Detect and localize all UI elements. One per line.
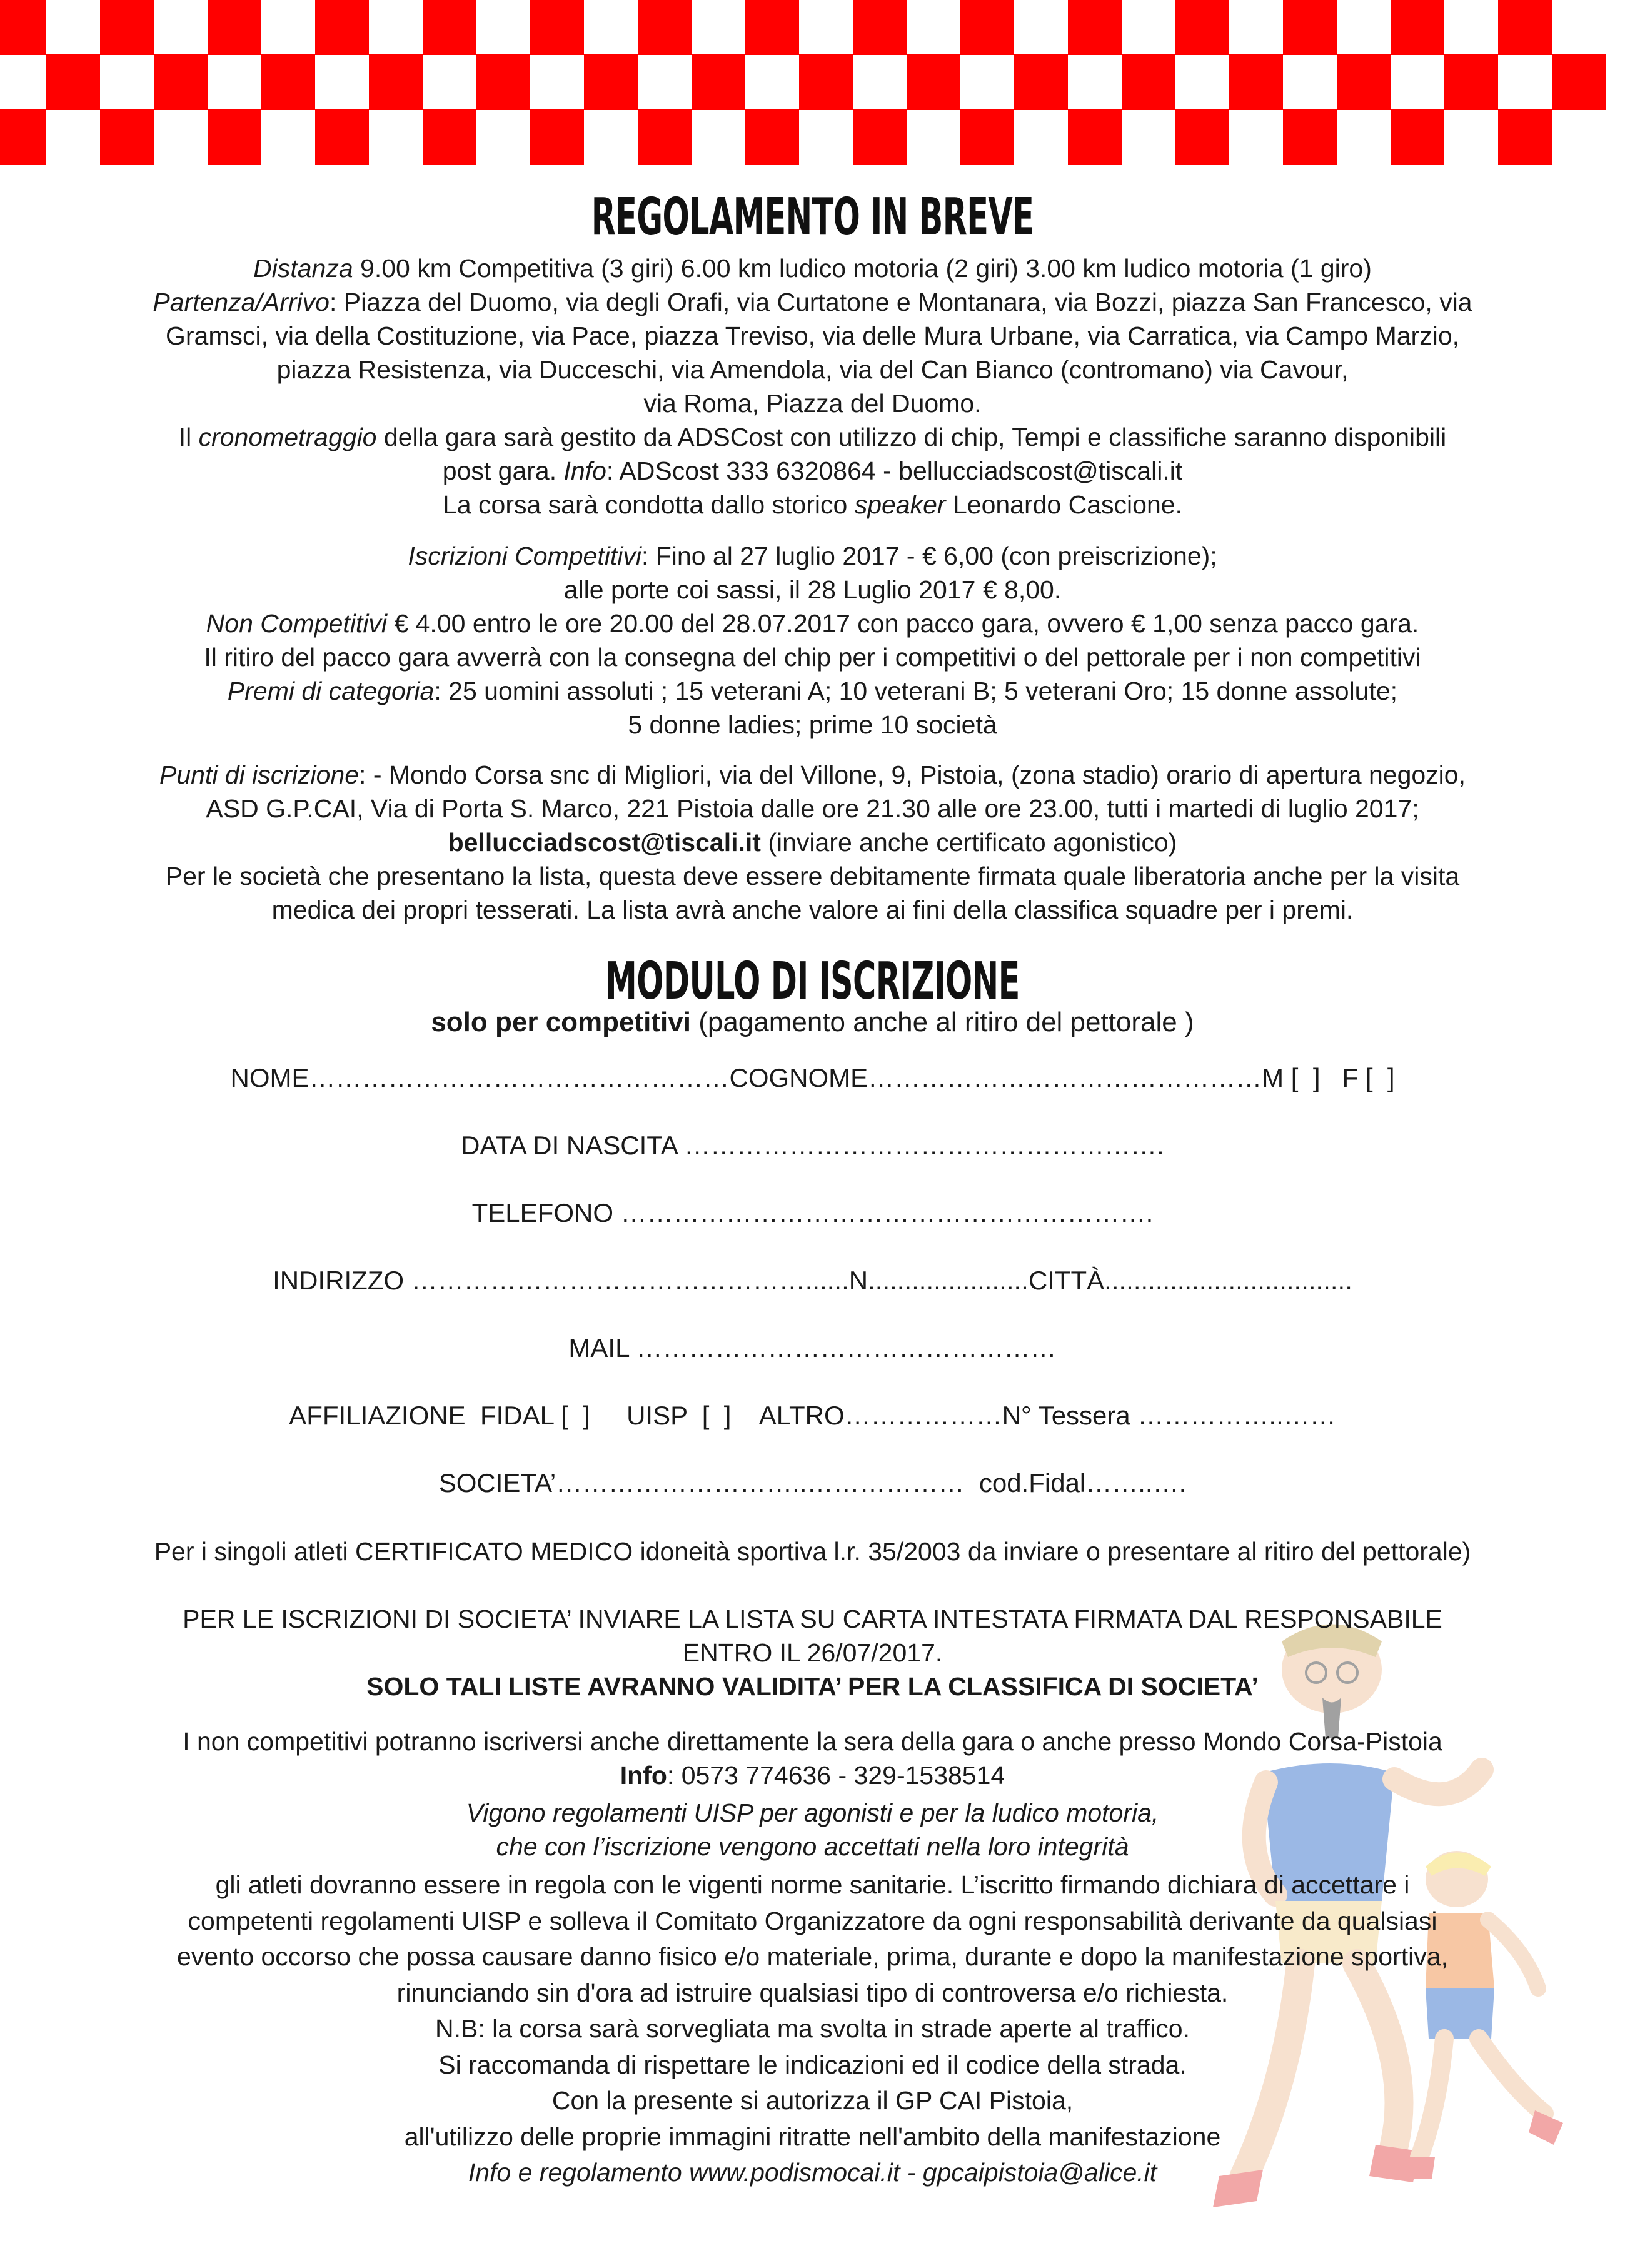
disclaimer-line: all'utilizzo delle proprie immagini ritratte nell'ambito della manifestazione bbox=[404, 2122, 1221, 2151]
checker-square bbox=[46, 54, 100, 110]
checker-square bbox=[638, 109, 692, 165]
checker-square bbox=[208, 0, 261, 55]
checkered-banner bbox=[0, 0, 1625, 169]
checker-square bbox=[261, 54, 315, 110]
checker-square bbox=[154, 54, 208, 110]
societa-iscrizioni-line: PER LE ISCRIZIONI DI SOCIETA’ INVIARE LA LISTA SU CARTA INTESTATA FIRMATA DAL RESPONSABILE bbox=[183, 1605, 1442, 1633]
checker-square bbox=[1552, 54, 1606, 110]
disclaimer-line: competenti regolamenti UISP e solleva il Comitato Organizzatore da ogni responsabilità derivante da qualsiasi bbox=[188, 1906, 1437, 1935]
info-line: post gara. Info: ADScost 333 6320864 - bellucciadscost@tiscali.it bbox=[442, 456, 1183, 485]
uisp-line: Vigono regolamenti UISP per agonisti e per la ludico motoria, bbox=[466, 1798, 1159, 1827]
checker-square bbox=[745, 109, 799, 165]
modulo-subtitle: solo per competitivi (pagamento anche al ritiro del pettorale ) bbox=[431, 1007, 1194, 1037]
checker-square bbox=[960, 109, 1014, 165]
checker-square bbox=[745, 0, 799, 55]
checker-square bbox=[1444, 54, 1498, 110]
checker-square bbox=[853, 0, 907, 55]
field-nome-cognome[interactable]: NOME…………………………………………COGNOME………………………………………M [ ] F [ ] bbox=[230, 1063, 1395, 1092]
checker-square bbox=[638, 0, 692, 55]
certificato-medico-note: Per i singoli atleti CERTIFICATO MEDICO idoneità sportiva l.r. 35/2003 da inviare o presentare al ritiro del pettorale) bbox=[154, 1537, 1471, 1566]
info-regolamento-line[interactable]: Info e regolamento www.podismocai.it - gpcaipistoia@alice.it bbox=[468, 2158, 1157, 2187]
premi-line-2: 5 donne ladies; prime 10 società bbox=[628, 710, 997, 739]
field-affiliazione[interactable]: AFFILIAZIONE FIDAL [ ] UISP [ ] ALTRO………………N° Tessera ……………..…… bbox=[289, 1401, 1336, 1430]
checker-square bbox=[1068, 0, 1122, 55]
disclaimer-line: evento occorso che possa causare danno fisico e/o materiale, prima, durante e dopo la manifestazione sportiva, bbox=[177, 1942, 1448, 1971]
checker-square bbox=[423, 0, 476, 55]
partenza-line-4: via Roma, Piazza del Duomo. bbox=[643, 389, 982, 418]
checker-square bbox=[1283, 0, 1337, 55]
uisp-line-2: che con l’iscrizione vengono accettati nella loro integrità bbox=[496, 1832, 1129, 1861]
checker-square bbox=[530, 0, 584, 55]
field-societa[interactable]: SOCIETA’………………………..……………… cod.Fidal……..…. bbox=[438, 1468, 1187, 1498]
partenza-line: Partenza/Arrivo: Piazza del Duomo, via degli Orafi, via Curtatone e Montanara, via Bozzi, piazza San Francesco, via bbox=[153, 288, 1472, 316]
societa-line: Per le società che presentano la lista, questa deve essere debitamente firmata quale liberatoria anche per la visita bbox=[165, 862, 1460, 890]
checker-square bbox=[1229, 54, 1283, 110]
cronometraggio-line: Il cronometraggio della gara sarà gestito da ADSCost con utilizzo di chip, Tempi e classifiche saranno disponibili bbox=[178, 423, 1447, 451]
checker-square bbox=[100, 0, 154, 55]
societa-line-2: medica dei propri tesserati. La lista avrà anche valore ai fini della classifica squadre per i premi. bbox=[271, 895, 1354, 924]
checker-square bbox=[1391, 0, 1444, 55]
checker-square bbox=[369, 54, 423, 110]
field-data-nascita[interactable]: DATA DI NASCITA ………………………………………………. bbox=[461, 1131, 1164, 1160]
checker-square bbox=[853, 109, 907, 165]
iscrizioni-line-2: alle porte coi sassi, il 28 Luglio 2017 € 8,00. bbox=[563, 575, 1062, 604]
checker-square bbox=[423, 109, 476, 165]
ritiro-line: Il ritiro del pacco gara avverrà con la consegna del chip per i competitivi o del pettorale per i non competitivi bbox=[204, 643, 1421, 672]
field-mail[interactable]: MAIL ………………………………………… bbox=[568, 1333, 1057, 1363]
disclaimer-block bbox=[0, 1867, 1625, 2191]
partenza-line-3: piazza Resistenza, via Ducceschi, via Amendola, via del Can Bianco (contromano) via Cavour, bbox=[276, 355, 1349, 384]
disclaimer-line: Con la presente si autorizza il GP CAI Pistoia, bbox=[551, 2086, 1074, 2115]
disclaimer-line: Si raccomanda di rispettare le indicazioni ed il codice della strada. bbox=[438, 2050, 1187, 2079]
checker-square bbox=[0, 0, 46, 55]
checker-square bbox=[1337, 54, 1391, 110]
checker-square bbox=[530, 109, 584, 165]
punti-line: Punti di iscrizione: - Mondo Corsa snc di Migliori, via del Villone, 9, Pistoia, (zona stadio) orario di apertura negozio, bbox=[159, 760, 1466, 789]
partenza-line-2: Gramsci, via della Costituzione, via Pace, piazza Treviso, via delle Mura Urbane, via Carratica, via Campo Marzio, bbox=[165, 321, 1460, 350]
checker-square bbox=[476, 54, 530, 110]
disclaimer-line: gli atleti dovranno essere in regola con le vigenti norme sanitarie. L’iscritto firmando dichiara di accettare i bbox=[215, 1870, 1410, 1899]
field-indirizzo[interactable]: INDIRIZZO ………………………………………......N......................CITTÀ.................................. bbox=[273, 1266, 1352, 1295]
regolamento-title: REGOLAMENTO IN BREVE bbox=[591, 188, 1034, 247]
societa-validita-line: SOLO TALI LISTE AVRANNO VALIDITA’ PER LA CLASSIFICA DI SOCIETA’ bbox=[366, 1672, 1259, 1701]
info-phone-line: Info: 0573 774636 - 329-1538514 bbox=[620, 1761, 1005, 1790]
checker-square bbox=[1391, 109, 1444, 165]
checker-square bbox=[208, 109, 261, 165]
noncomp-line: I non competitivi potranno iscriversi anche direttamente la sera della gara o anche presso Mondo Corsa-Pistoia bbox=[183, 1727, 1442, 1756]
premi-line: Premi di categoria: 25 uomini assoluti ; 15 veterani A; 10 veterani B; 5 veterani Oro; 15 donne assolute; bbox=[227, 677, 1398, 705]
checker-square bbox=[907, 54, 960, 110]
checker-square bbox=[1175, 0, 1229, 55]
checker-square bbox=[584, 54, 638, 110]
non-competitivi-line: Non Competitivi € 4.00 entro le ore 20.00 del 28.07.2017 con pacco gara, ovvero € 1,00 senza pacco gara. bbox=[206, 609, 1419, 638]
checker-square bbox=[1014, 54, 1068, 110]
punti-email-line: bellucciadscost@tiscali.it (inviare anche certificato agonistico) bbox=[448, 828, 1177, 857]
checker-square bbox=[1283, 109, 1337, 165]
regolamento-body bbox=[0, 251, 1625, 522]
checker-square bbox=[1068, 109, 1122, 165]
modulo-title: MODULO DI ISCRIZIONE bbox=[605, 952, 1020, 1011]
punti-line-2: ASD G.P.CAI, Via di Porta S. Marco, 221 Pistoia dalle ore 21.30 alle ore 23.00, tutti i martedi di luglio 2017; bbox=[206, 794, 1419, 823]
checker-square bbox=[0, 109, 46, 165]
checker-square bbox=[1498, 0, 1552, 55]
iscrizioni-block bbox=[0, 539, 1625, 742]
checker-square bbox=[315, 0, 369, 55]
checker-square bbox=[315, 109, 369, 165]
checker-square bbox=[1498, 109, 1552, 165]
checker-square bbox=[100, 109, 154, 165]
distanza-line: Distanza 9.00 km Competitiva (3 giri) 6.00 km ludico motoria (2 giri) 3.00 km ludico motoria (1 giro) bbox=[253, 254, 1372, 283]
checker-square bbox=[960, 0, 1014, 55]
noncomp-block bbox=[0, 1725, 1625, 1792]
societa-iscrizioni-block bbox=[0, 1602, 1625, 1703]
field-telefono[interactable]: TELEFONO ……………………………………………………. bbox=[471, 1198, 1154, 1227]
punti-block bbox=[0, 758, 1625, 927]
email-link[interactable]: bellucciadscost@tiscali.it bbox=[448, 828, 761, 857]
disclaimer-line: rinunciando sin d'ora ad istruire qualsiasi tipo di controversa e/o richiesta. bbox=[396, 1978, 1229, 2007]
iscrizioni-line: Iscrizioni Competitivi: Fino al 27 luglio 2017 - € 6,00 (con preiscrizione); bbox=[408, 542, 1217, 570]
checker-square bbox=[799, 54, 853, 110]
uisp-block bbox=[0, 1796, 1625, 1863]
checker-square bbox=[692, 54, 745, 110]
checker-square bbox=[1122, 54, 1175, 110]
checker-square bbox=[1175, 109, 1229, 165]
disclaimer-line: N.B: la corsa sarà sorvegliata ma svolta in strade aperte al traffico. bbox=[435, 2014, 1190, 2043]
speaker-line: La corsa sarà condotta dallo storico speaker Leonardo Cascione. bbox=[443, 490, 1182, 519]
societa-iscrizioni-line-2: ENTRO IL 26/07/2017. bbox=[682, 1638, 943, 1667]
